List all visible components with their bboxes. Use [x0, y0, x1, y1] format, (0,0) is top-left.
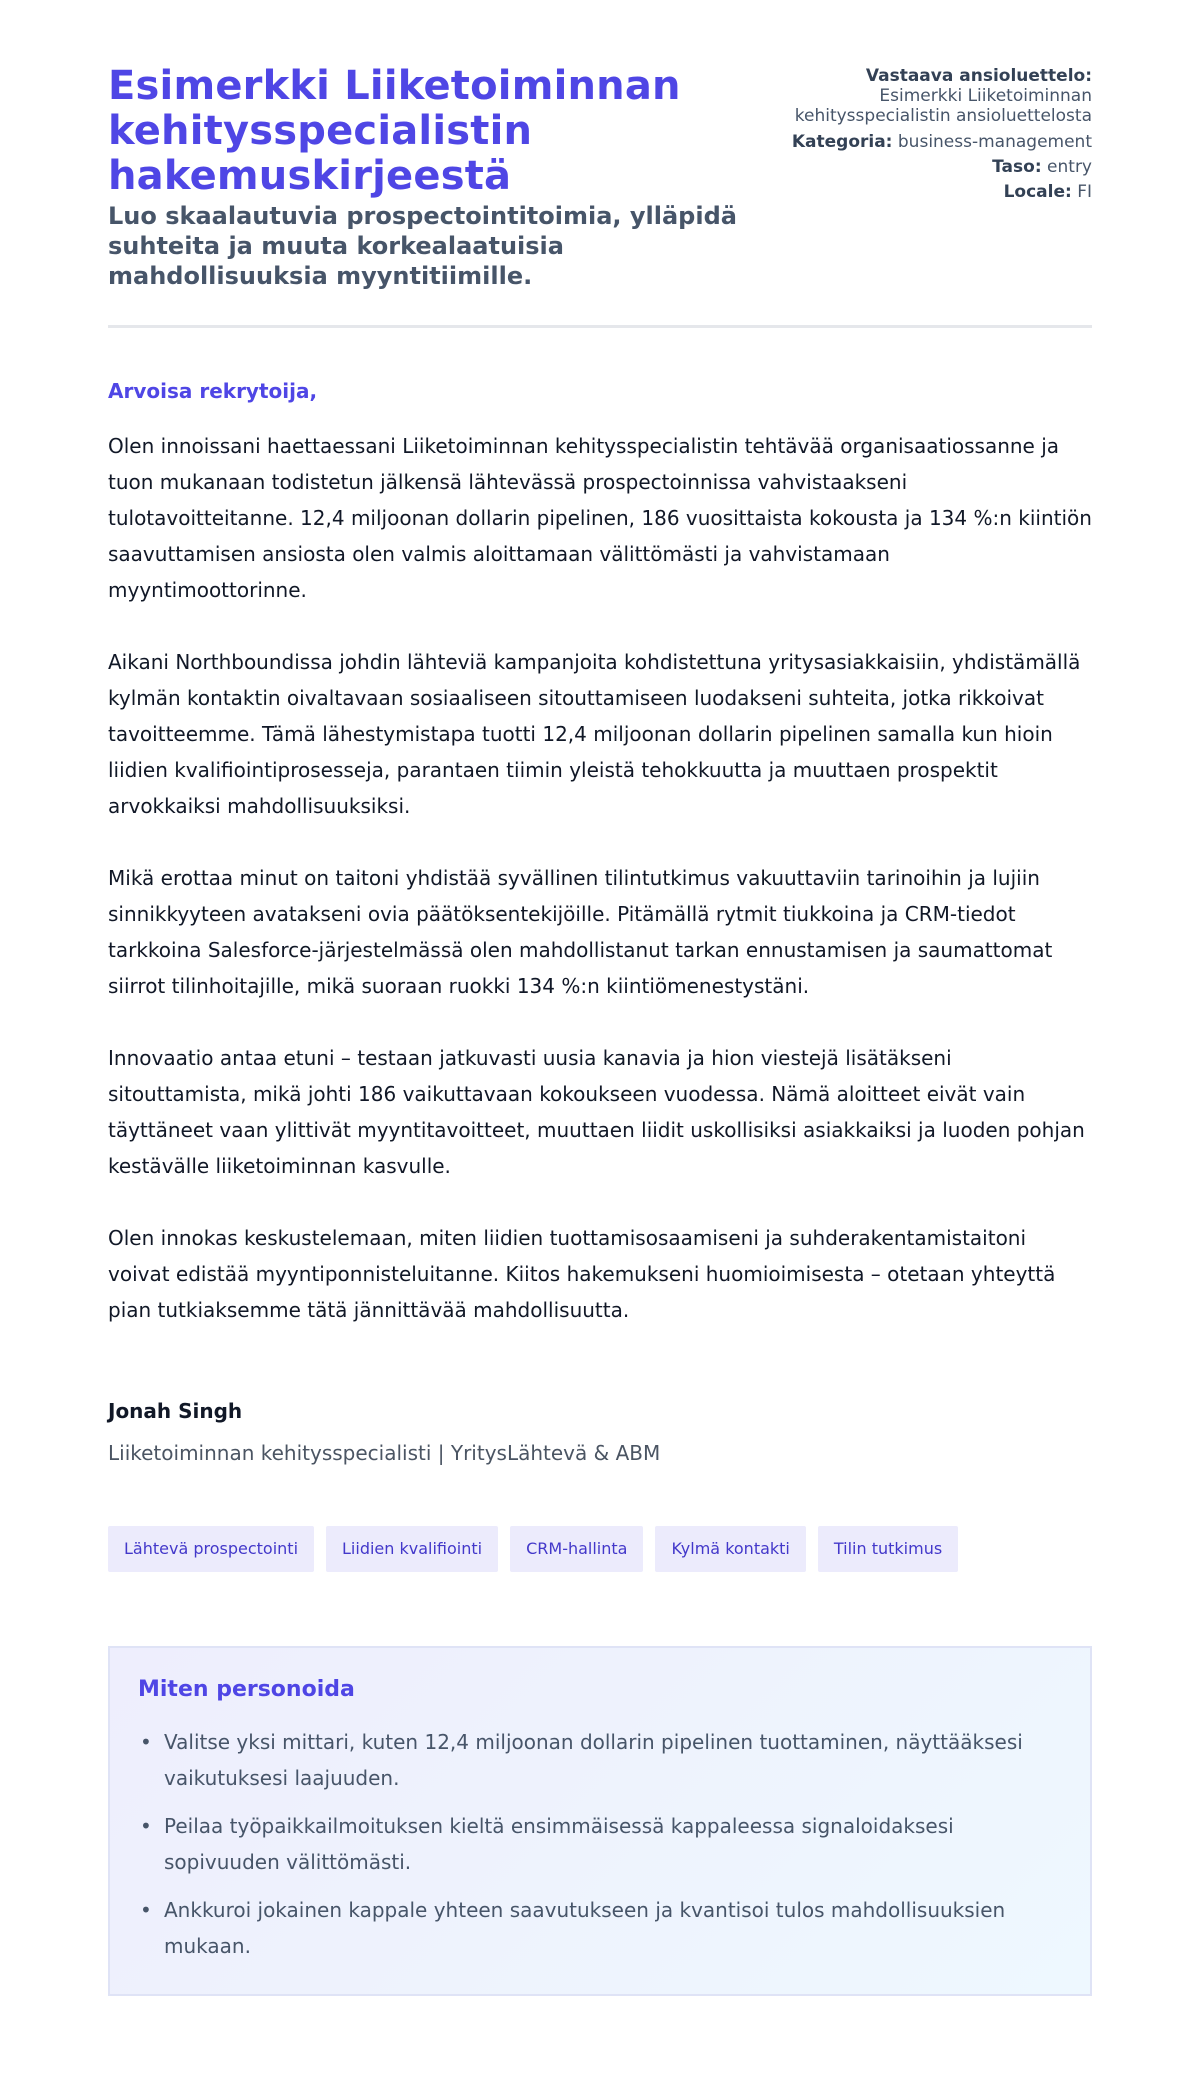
- tip-item: [140, 1724, 1062, 1796]
- signature-name: Jonah Singh: [108, 1399, 243, 1423]
- tip-text: Valitse yksi mittari, kuten 12,4 miljoonan dollarin pipelinen tuottaminen, näyttääksesi vaikutuksesi laajuuden.: [164, 1730, 1023, 1790]
- header-titles: [108, 64, 748, 291]
- meta-level-label: Taso:: [992, 157, 1042, 177]
- meta-locale-label: Locale:: [1003, 182, 1072, 202]
- meta-category: [772, 132, 1092, 152]
- meta-resume: [772, 66, 1092, 126]
- letter-paragraph: Innovaatio antaa etuni – testaan jatkuvasti uusia kanavia ja hion viestejä lisätäkseni sitouttamista, mikä johti 186 vaikuttavaan kokoukseen vuodessa. Nämä aloitteet eivät vain täyttäneet vaan ylittivät myyntitavoitteet, muuttaen liidit uskollisiksi asiakkaiksi ja luoden pohjan kestävälle liiketoiminnan kasvulle.: [108, 1046, 1085, 1178]
- tip-text: Ankkuroi jokainen kappale yhteen saavutukseen ja kvantisoi tulos mahdollisuuksien mukaan.: [164, 1898, 1006, 1958]
- letter-paragraph: Olen innokas keskustelemaan, miten liidien tuottamisosaamiseni ja suhderakentamistaitoni voivat edistää myyntiponnisteluitanne. Kiitos hakemukseni huomioimisesta – otetaan yhteyttä pian tutkiaksemme tätä jännittävää mahdollisuutta.: [108, 1226, 1056, 1322]
- meta-locale: [772, 182, 1092, 202]
- page-header: [108, 64, 1092, 328]
- meta-panel: [772, 66, 1092, 207]
- letter-paragraph: Olen innoissani haettaessani Liiketoiminnan kehitysspecialistin tehtävää organisaatiossanne ja tuon mukanaan todistetun jälkensä lähtevässä prospectoinnissa vahvistaakseni tulotavoitteitanne. 12,4 miljoonan dollarin pipelinen, 186 vuosittaista kokousta ja 134 %:n kiintiön saavuttamisen ansiosta olen valmis aloittamaan välittömästi ja vahvistamaan myyntimoottorinne.: [108, 434, 1092, 602]
- personalization-tips-box: [108, 1646, 1092, 1996]
- meta-level-value: entry: [1047, 157, 1092, 177]
- meta-category-value: business-management: [897, 132, 1092, 152]
- signature-role: Liiketoiminnan kehitysspecialisti | YritysLähtevä & ABM: [108, 1441, 661, 1465]
- tip-text: Peilaa työpaikkailmoituksen kieltä ensimmäisessä kappaleessa signaloidaksesi sopivuuden välittömästi.: [164, 1814, 954, 1874]
- tip-item: [140, 1808, 1062, 1880]
- letter-body: [108, 428, 1092, 1328]
- meta-category-label: Kategoria:: [791, 132, 893, 152]
- skill-tag: Lähtevä prospectointi: [108, 1526, 314, 1572]
- bullet-icon: •: [140, 1898, 152, 1922]
- meta-locale-value: FI: [1077, 182, 1092, 202]
- page-title: Esimerkki Liiketoiminnan kehitysspecialistin hakemuskirjeestä: [108, 63, 681, 199]
- signature-block: [108, 1398, 1092, 1466]
- skill-tag: Liidien kvalifiointi: [326, 1526, 498, 1572]
- bullet-icon: •: [140, 1814, 152, 1838]
- letter-paragraph: Mikä erottaa minut on taitoni yhdistää syvällinen tilintutkimus vakuuttaviin tarinoihin ja lujiin sinnikkyyteen avatakseni ovia päätöksentekijöille. Pitämällä rytmit tiukkoina ja CRM-tiedot tarkkoina Salesforce-järjestelmässä olen mahdollistanut tarkan ennustamisen ja saumattomat siirrot tilinhoitajille, mikä suoraan ruokki 134 %:n kiintiömenestystäni.: [108, 866, 1053, 998]
- skill-tag: Kylmä kontakti: [655, 1526, 805, 1572]
- skill-tag: CRM-hallinta: [510, 1526, 643, 1572]
- skill-tag: Tilin tutkimus: [818, 1526, 958, 1572]
- tips-title: Miten personoida: [138, 1677, 355, 1702]
- meta-level: [772, 157, 1092, 177]
- tips-list: [138, 1724, 1062, 1964]
- letter-greeting: Arvoisa rekrytoija,: [108, 379, 318, 403]
- meta-resume-link[interactable]: Esimerkki Liiketoiminnan kehitysspecialistin ansioluettelosta: [794, 86, 1092, 126]
- skill-tags: [108, 1526, 1092, 1572]
- page-subtitle: Luo skaalautuvia prospectointitoimia, ylläpidä suhteita ja muuta korkealaatuisia mahdollisuuksia myyntitiimille.: [108, 202, 737, 290]
- meta-resume-label: Vastaava ansioluettelo:: [865, 66, 1092, 86]
- bullet-icon: •: [140, 1730, 152, 1754]
- letter-paragraph: Aikani Northboundissa johdin lähteviä kampanjoita kohdistettuna yritysasiakkaisiin, yhdistämällä kylmän kontaktin oivaltavaan sosiaaliseen sitouttamiseen luodakseni suhteita, jotka rikkoivat tavoitteemme. Tämä lähestymistapa tuotti 12,4 miljoonan dollarin pipelinen samalla kun hioin liidien kvalifiointiprosesseja, parantaen tiimin yleistä tehokkuutta ja muuttaen prospektit arvokkaiksi mahdollisuuksiksi.: [108, 650, 1081, 818]
- tip-item: [140, 1892, 1062, 1964]
